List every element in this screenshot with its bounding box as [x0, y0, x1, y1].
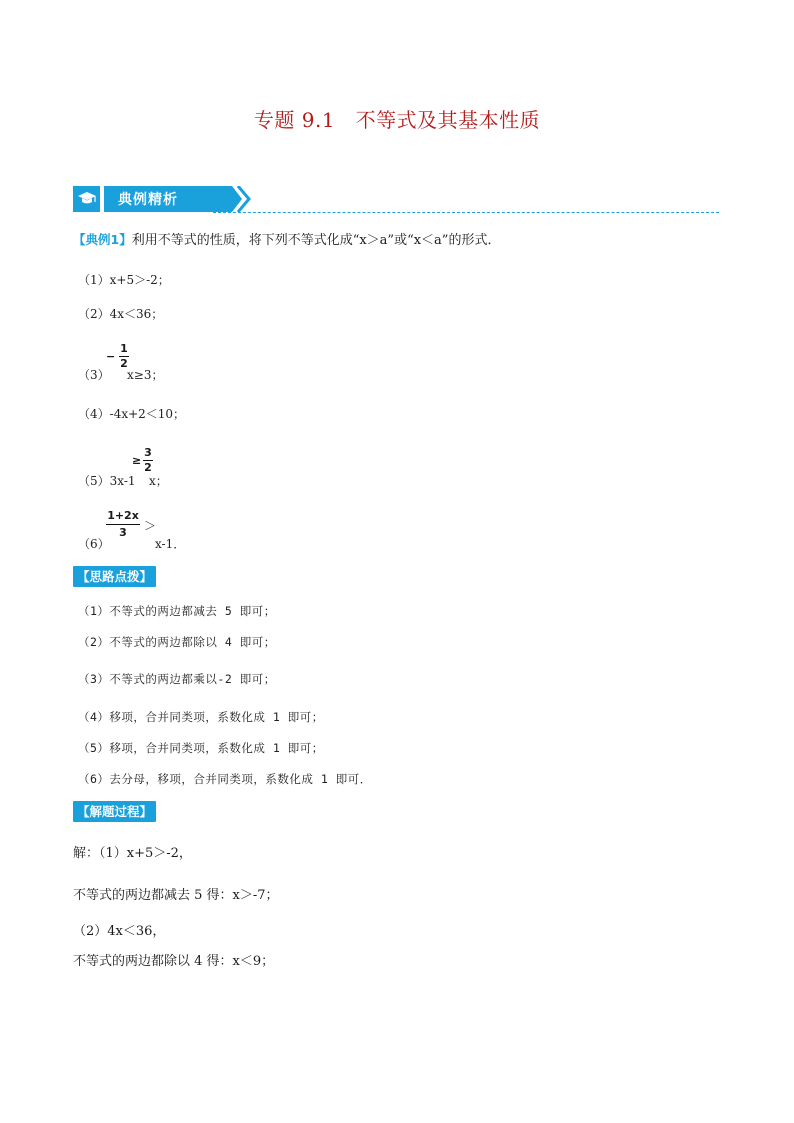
hint-line-3: （3）不等式的两边都乘以-2 即可； — [78, 672, 276, 686]
item-3-prefix: （3） — [78, 368, 110, 382]
solution-header — [73, 801, 156, 820]
solution-line-4: 不等式的两边都除以 4 得：x＜9； — [73, 954, 275, 969]
section-divider — [213, 212, 719, 213]
item-6-numerator: 1+2x — [107, 509, 139, 522]
example-item-2: （2）4x＜36； — [78, 307, 164, 321]
hint-line-4: （4）移项，合并同类项，系数化成 1 即可； — [78, 710, 324, 724]
item-3-numerator: 1 — [120, 342, 128, 355]
banner-icon-box — [73, 186, 100, 212]
item-5-prefix: （5）3x-1 — [78, 474, 136, 488]
example-item-5 — [78, 446, 198, 488]
solution-line-1: 解：（1）x+5＞-2， — [73, 846, 192, 861]
example-prompt-row — [73, 229, 500, 248]
item-6-denominator: 3 — [119, 526, 127, 539]
page-title: 专题 9.1 不等式及其基本性质 — [253, 108, 541, 132]
item-6-relation: ＞ — [144, 519, 157, 533]
hint-line-5: （5）移项，合并同类项，系数化成 1 即可； — [78, 741, 324, 755]
item-3-denominator: 2 — [120, 357, 128, 370]
hint-line-1: （1）不等式的两边都减去 5 即可； — [78, 604, 276, 618]
example-item-3 — [78, 342, 178, 384]
hint-line-2: （2）不等式的两边都除以 4 即可； — [78, 635, 276, 649]
hints-header — [73, 566, 156, 585]
item-3-tail: x≥3； — [127, 368, 164, 382]
item-5-denominator: 2 — [144, 461, 152, 474]
item-5-numerator: 3 — [144, 446, 152, 459]
solution-tag: 【解题过程】 — [73, 801, 156, 822]
example-item-6 — [78, 509, 218, 551]
solution-line-2: 不等式的两边都减去 5 得：x＞-7； — [73, 888, 279, 903]
item-3-neg-sign: − — [106, 350, 116, 363]
example-tag: 【典例1】 — [73, 232, 132, 247]
item-5-relation: ≥ — [132, 454, 142, 467]
example-item-4: （4）-4x+2＜10； — [78, 407, 186, 421]
example-item-1: （1）x+5＞-2； — [78, 273, 170, 287]
graduation-cap-icon — [77, 191, 97, 207]
hints-tag: 【思路点拨】 — [73, 566, 156, 587]
item-6-tail: x-1． — [155, 537, 186, 551]
item-5-tail: x； — [149, 474, 168, 488]
solution-line-3: （2）4x＜36， — [73, 924, 166, 939]
banner-label: 典例精析 — [118, 192, 178, 208]
hint-line-6: （6）去分母，移项，合并同类项，系数化成 1 即可． — [78, 772, 372, 786]
example-prompt: 利用不等式的性质，将下列不等式化成“x＞a”或“x＜a”的形式． — [131, 233, 501, 248]
banner-label-box — [104, 186, 264, 212]
item-6-prefix: （6） — [78, 537, 110, 551]
